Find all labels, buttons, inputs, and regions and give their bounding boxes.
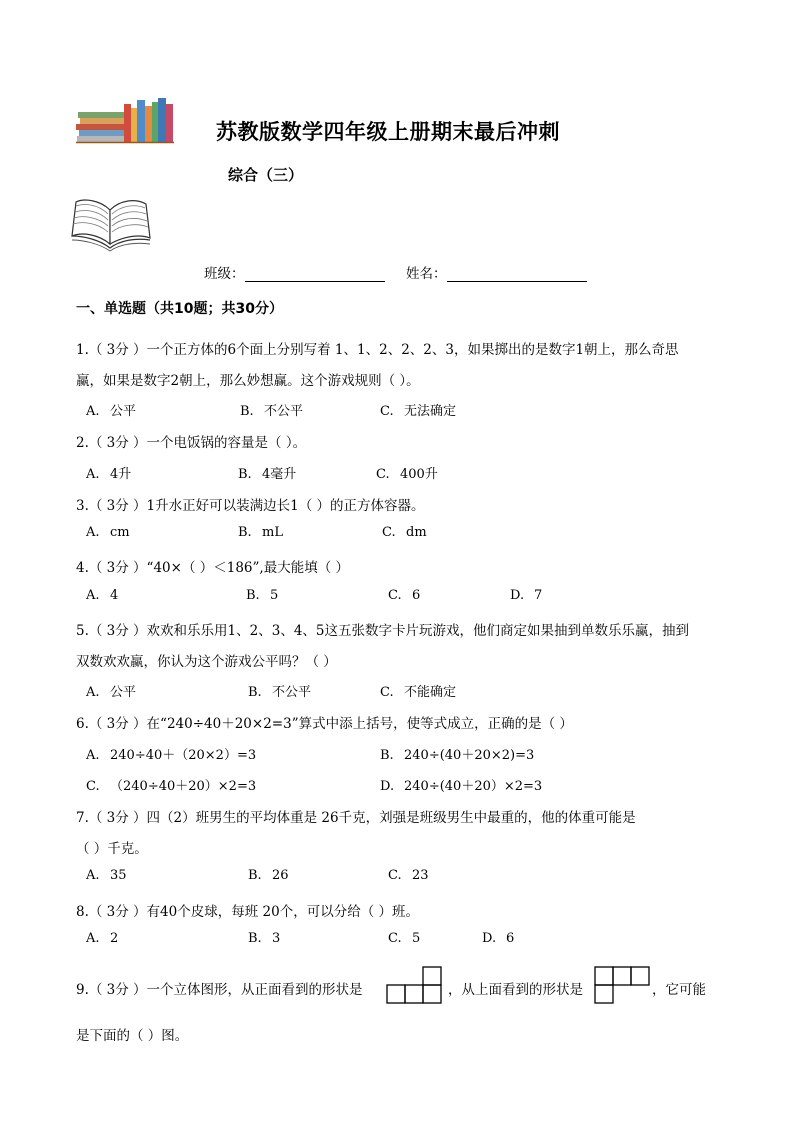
question-1-option-b[interactable]: B. 不公平 bbox=[240, 404, 304, 419]
question-6-line-1: 6.（ 3分 ）在“240÷40＋20×2=3”算式中添上括号，使等式成立，正确的是（ ） bbox=[76, 716, 573, 732]
question-7-line-1: 7.（ 3分 ）四（2）班男生的平均体重是 26千克，刘强是班级男生中最重的，他的体重可能是 bbox=[76, 810, 636, 826]
question-2-option-c[interactable]: C. 400升 bbox=[376, 467, 438, 482]
question-1-option-c[interactable]: C. 无法确定 bbox=[380, 404, 457, 419]
question-7-line-2: （ ）千克。 bbox=[76, 841, 148, 857]
question-8-option-c[interactable]: C. 5 bbox=[388, 931, 421, 946]
name-label: 姓名： bbox=[406, 266, 447, 282]
question-8-option-a[interactable]: A. 2 bbox=[86, 931, 119, 946]
class-field bbox=[204, 262, 385, 282]
question-5-option-a[interactable]: A. 公平 bbox=[86, 685, 137, 700]
question-9-text-start: 9.（ 3分 ）一个立体图形，从正面看到的形状是 bbox=[76, 982, 363, 998]
question-8-option-d[interactable]: D. 6 bbox=[482, 931, 515, 946]
question-6-option-a[interactable]: A. 240÷40＋（20×2）=3 bbox=[86, 748, 257, 763]
question-2-option-a[interactable]: A. 4升 bbox=[86, 467, 132, 482]
question-7-option-b[interactable]: B. 26 bbox=[248, 868, 289, 883]
question-4-option-c[interactable]: C. 6 bbox=[388, 588, 421, 603]
question-7-option-c[interactable]: C. 23 bbox=[388, 868, 429, 883]
question-2-line-1: 2.（ 3分 ）一个电饭锅的容量是（ ）。 bbox=[76, 435, 307, 451]
question-8-option-b[interactable]: B. 3 bbox=[248, 931, 281, 946]
question-5-line-1: 5.（ 3分 ）欢欢和乐乐用1、2、3、4、5这五张数字卡片玩游戏，他们商定如果抽到单数乐乐赢，抽到 bbox=[76, 623, 689, 639]
books-illustration bbox=[76, 94, 176, 144]
question-5-option-b[interactable]: B. 不公平 bbox=[248, 685, 312, 700]
question-4-option-b[interactable]: B. 5 bbox=[246, 588, 279, 603]
question-1-option-a[interactable]: A. 公平 bbox=[86, 404, 137, 419]
front-view-figure bbox=[386, 966, 444, 1004]
top-view-figure bbox=[594, 966, 652, 1004]
question-1-line-1: 1.（ 3分 ）一个正方体的6个面上分别写着 1、1、2、2、2、3，如果掷出的是数字1朝上，那么奇思 bbox=[76, 342, 679, 358]
question-3-line-1: 3.（ 3分 ）1升水正好可以装满边长1（ ）的正方体容器。 bbox=[76, 498, 425, 514]
page-subtitle: 综合（三） bbox=[228, 166, 304, 184]
name-blank[interactable] bbox=[447, 267, 587, 282]
question-1-line-2: 赢，如果是数字2朝上，那么妙想赢。这个游戏规则（ ）。 bbox=[76, 373, 420, 389]
question-3-option-b[interactable]: B. mL bbox=[238, 525, 283, 540]
question-3-option-c[interactable]: C. dm bbox=[382, 525, 427, 540]
question-4-option-a[interactable]: A. 4 bbox=[86, 588, 119, 603]
question-6-option-b[interactable]: B. 240÷(40＋20×2)=3 bbox=[380, 748, 535, 763]
question-5-line-2: 双数欢欢赢，你认为这个游戏公平吗？（ ） bbox=[76, 654, 337, 670]
question-9-line-2: 是下面的（ ）图。 bbox=[76, 1028, 189, 1044]
question-3-option-a[interactable]: A. cm bbox=[86, 525, 130, 540]
class-blank[interactable] bbox=[245, 267, 385, 282]
section-heading: 一、单选题（共10题；共30分） bbox=[76, 301, 283, 317]
question-9-text-end: ，它可能 bbox=[652, 982, 706, 998]
question-2-option-b[interactable]: B. 4毫升 bbox=[238, 467, 297, 482]
open-book-icon bbox=[70, 196, 152, 252]
name-field bbox=[406, 262, 587, 282]
question-9-text-middle: ，从上面看到的形状是 bbox=[448, 982, 583, 998]
question-5-option-c[interactable]: C. 不能确定 bbox=[380, 685, 457, 700]
question-8-line-1: 8.（ 3分 ）有40个皮球，每班 20个，可以分给（ ）班。 bbox=[76, 904, 419, 920]
question-6-option-c[interactable]: C. （240÷40＋20）×2=3 bbox=[86, 779, 257, 794]
question-4-option-d[interactable]: D. 7 bbox=[510, 588, 543, 603]
question-7-option-a[interactable]: A. 35 bbox=[86, 868, 127, 883]
question-4-line-1: 4.（ 3分 ）“40×（ ）＜186”,最大能填（ ） bbox=[76, 560, 349, 576]
page-title: 苏教版数学四年级上册期末最后冲刺 bbox=[216, 119, 560, 144]
class-label: 班级： bbox=[204, 266, 245, 282]
question-6-option-d[interactable]: D. 240÷(40＋20）×2=3 bbox=[380, 779, 543, 794]
